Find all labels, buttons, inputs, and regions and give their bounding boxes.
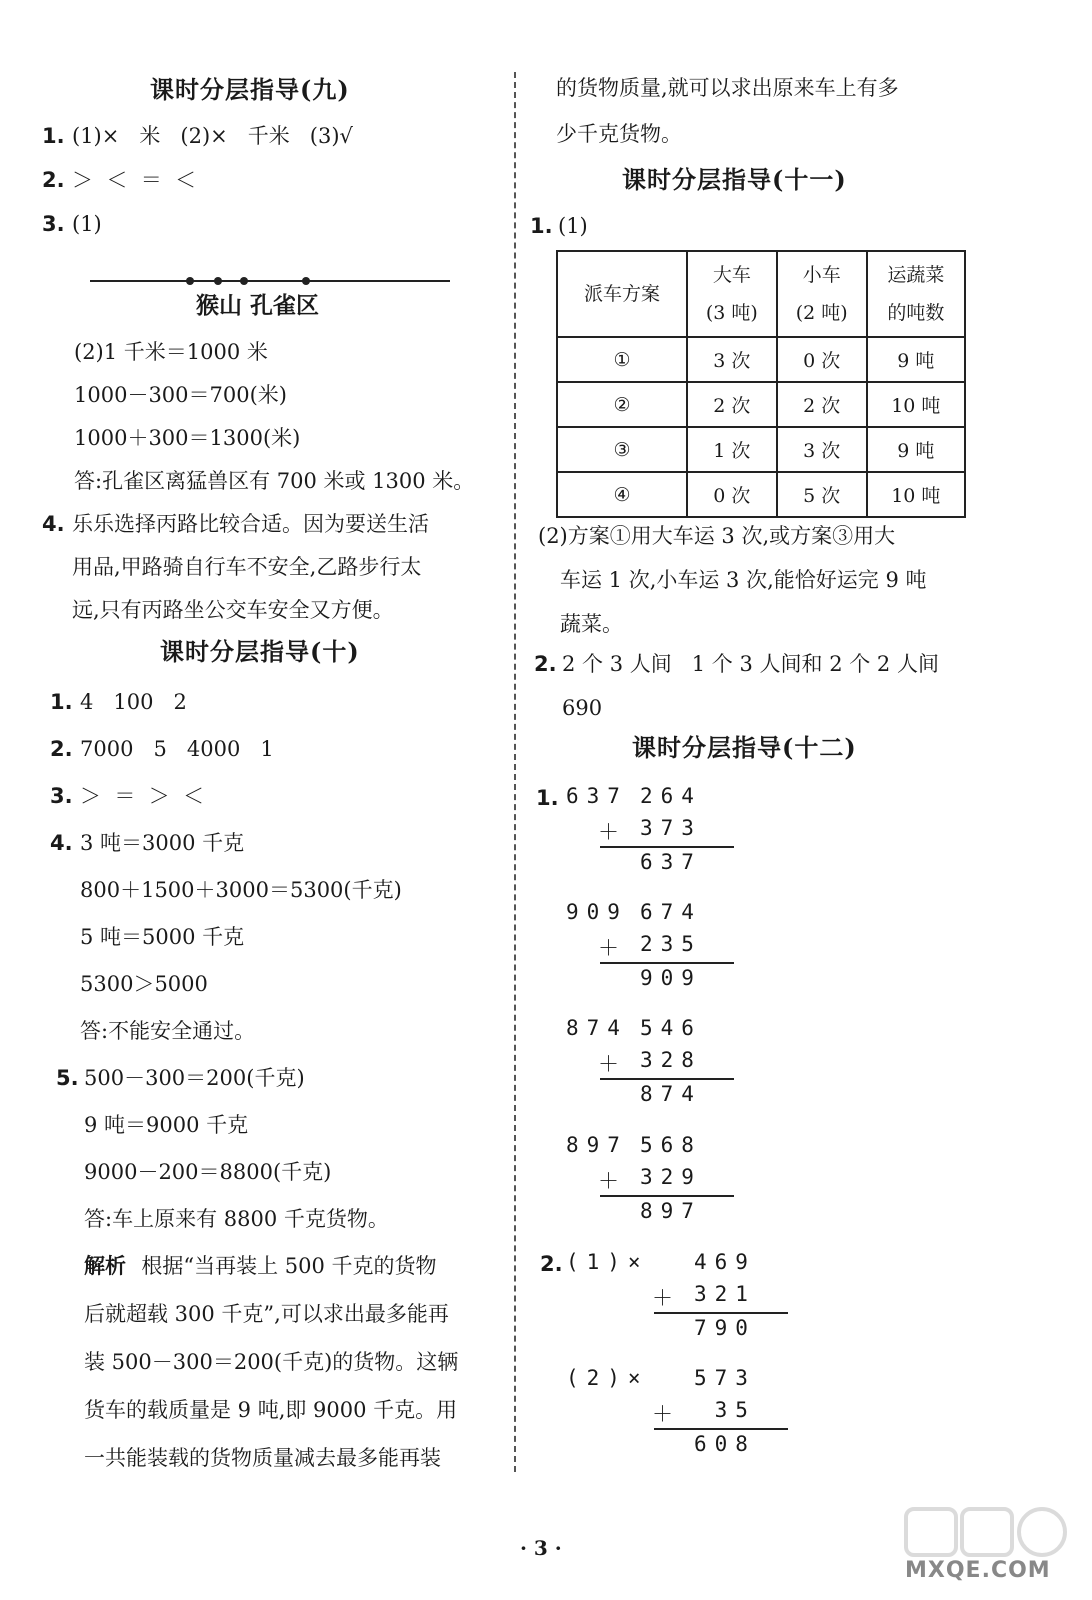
q-number: 3. [42, 212, 65, 236]
q-number: 2. [534, 652, 557, 676]
section-title-9: 课时分层指导(九) [150, 75, 350, 104]
answer-line: 5 吨＝5000 千克 [80, 925, 245, 949]
q-number: 4. [50, 831, 73, 855]
answer-line: 用品,甲路骑自行车不安全,乙路步行太 [72, 555, 422, 579]
q-number: 1. [42, 124, 65, 148]
left-column [0, 0, 520, 1600]
sum-result: 790 [694, 1316, 756, 1340]
sum-line [654, 1428, 788, 1430]
table-cell: 1 次 [687, 427, 777, 472]
sum-result: 897 [640, 1199, 702, 1223]
table-cell: 0 次 [687, 472, 777, 517]
analysis-line: 后就超载 300 千克”,可以求出最多能再 [84, 1302, 449, 1326]
addend-top: 573 [694, 1366, 756, 1390]
answer-line: (2)方案①用大车运 3 次,或方案③用大 [538, 524, 896, 548]
plus-sign: ＋ [652, 1402, 681, 1426]
answer-line: 蔬菜。 [560, 612, 623, 636]
addend-top: 264 [640, 784, 702, 808]
section-title-12: 课时分层指导(十二) [632, 733, 857, 762]
map-point-end [302, 277, 310, 285]
analysis-line: 装 500－300＝200(千克)的货物。这辆 [84, 1350, 459, 1374]
table-cell: 3 次 [777, 427, 867, 472]
answer-line: 答:孔雀区离猛兽区有 700 米或 1300 米。 [74, 469, 475, 493]
answer-line: 5300＞5000 [80, 972, 208, 996]
sum-line [600, 1195, 734, 1197]
addend-bottom: 35 [694, 1398, 756, 1422]
table-header: 派车方案 [557, 251, 687, 337]
addition-label: (1)× [566, 1250, 649, 1274]
addend-top: 568 [640, 1133, 702, 1157]
map-point-monkey [186, 277, 194, 285]
table-cell: ③ [557, 427, 687, 472]
table-cell: ② [557, 382, 687, 427]
answer-line: ＞ ＝ ＞ ＜ [80, 784, 205, 808]
table-row [557, 427, 965, 472]
addend-bottom: 328 [640, 1048, 702, 1072]
answer-line: 答:车上原来有 8800 千克货物。 [84, 1207, 389, 1231]
q-number: 5. [56, 1066, 79, 1090]
map-point-peacock [240, 277, 248, 285]
sum-result: 637 [640, 850, 702, 874]
sum-result: 608 [694, 1432, 756, 1456]
answer-line: 9 吨＝9000 千克 [84, 1113, 249, 1137]
answer-line: 7000 5 4000 1 [80, 737, 274, 761]
table-header: 小车 (2 吨) [777, 251, 867, 337]
watermark-text: MXQE.COM [905, 1558, 1051, 1583]
table-cell: 5 次 [777, 472, 867, 517]
q-number: 2. [50, 737, 73, 761]
answer-line: 1000－300＝700(米) [74, 383, 287, 407]
plus-sign: ＋ [652, 1286, 681, 1310]
answer-line: 9000－200＝8800(千克) [84, 1160, 332, 1184]
answer-line: 1000＋300＝1300(米) [74, 426, 301, 450]
table-cell: 9 吨 [867, 427, 965, 472]
map-point-mid [214, 277, 222, 285]
analysis-line: 少千克货物。 [556, 122, 682, 146]
section-title-10: 课时分层指导(十) [160, 637, 360, 666]
dispatch-plan-table [556, 250, 966, 518]
section-title-11: 课时分层指导(十一) [622, 165, 847, 194]
addition-label: 909 [566, 900, 628, 924]
addend-top: 469 [694, 1250, 756, 1274]
answer-line: 690 [562, 696, 603, 720]
table-cell: 2 次 [687, 382, 777, 427]
plus-sign: ＋ [598, 1169, 627, 1193]
analysis-line: 根据“当再装上 500 千克的货物 [128, 1254, 437, 1278]
table-row [557, 472, 965, 517]
answer-line: ＞ ＜ ＝ ＜ [72, 168, 197, 192]
analysis-label: 解析 [84, 1253, 126, 1278]
table-cell: 10 吨 [867, 472, 965, 517]
addition-label: (2)× [566, 1366, 649, 1390]
sum-line [654, 1312, 788, 1314]
analysis-line: 一共能装载的货物质量减去最多能再装 [84, 1446, 441, 1470]
table-header: 大车 (3 吨) [687, 251, 777, 337]
addend-bottom: 235 [640, 932, 702, 956]
sum-line [600, 846, 734, 848]
addend-top: 546 [640, 1016, 702, 1040]
answer-line: 乐乐选择丙路比较合适。因为要送生活 [72, 512, 429, 536]
answer-line: 答:不能安全通过。 [80, 1019, 256, 1043]
plus-sign: ＋ [598, 820, 627, 844]
addend-top: 674 [640, 900, 702, 924]
plus-sign: ＋ [598, 1052, 627, 1076]
table-row [557, 382, 965, 427]
addition-label: 874 [566, 1016, 628, 1040]
table-cell: 10 吨 [867, 382, 965, 427]
table-header-row [557, 251, 965, 337]
addition-label: 897 [566, 1133, 628, 1157]
q-number: 1. [50, 690, 73, 714]
q-number: 1. [536, 786, 559, 810]
table-row [557, 337, 965, 382]
sum-line [600, 1078, 734, 1080]
answer-line: 500－300＝200(千克) [84, 1066, 305, 1090]
addition-label: 637 [566, 784, 628, 808]
table-cell: 0 次 [777, 337, 867, 382]
answer-line: (2)1 千米＝1000 米 [74, 340, 268, 364]
q-number: 3. [50, 784, 73, 808]
sum-line [600, 962, 734, 964]
addend-bottom: 329 [640, 1165, 702, 1189]
q-number: 2. [42, 168, 65, 192]
table-cell: 9 吨 [867, 337, 965, 382]
sum-result: 874 [640, 1082, 702, 1106]
table-cell: 3 次 [687, 337, 777, 382]
q-number: 1. [530, 214, 553, 238]
q-number: 4. [42, 512, 65, 536]
answer-line: (1) [558, 214, 588, 238]
answer-line: 4 100 2 [80, 690, 187, 714]
sum-result: 909 [640, 966, 702, 990]
table-cell: ④ [557, 472, 687, 517]
map-label: 猴山 孔雀区 [196, 292, 320, 319]
analysis-line: 货车的载质量是 9 吨,即 9000 千克。用 [84, 1398, 458, 1422]
map-line [90, 280, 450, 282]
addend-bottom: 373 [640, 816, 702, 840]
answer-line: (1)× 米 (2)× 千米 (3)√ [72, 124, 353, 148]
page-number: · 3 · [520, 1536, 562, 1560]
answer-line: 2 个 3 人间 1 个 3 人间和 2 个 2 人间 [562, 652, 939, 676]
answer-line: (1) [72, 212, 102, 236]
table-cell: ① [557, 337, 687, 382]
answer-line: 车运 1 次,小车运 3 次,能恰好运完 9 吨 [560, 568, 927, 592]
answer-line: 远,只有丙路坐公交车安全又方便。 [72, 598, 394, 622]
table-header: 运蔬菜 的吨数 [867, 251, 965, 337]
answer-line: 800＋1500＋3000＝5300(千克) [80, 878, 402, 902]
table-cell: 2 次 [777, 382, 867, 427]
q-number: 2. [540, 1252, 563, 1276]
plus-sign: ＋ [598, 936, 627, 960]
answer-line: 3 吨＝3000 千克 [80, 831, 245, 855]
analysis-line: 的货物质量,就可以求出原来车上有多 [556, 76, 899, 100]
addend-bottom: 321 [694, 1282, 756, 1306]
